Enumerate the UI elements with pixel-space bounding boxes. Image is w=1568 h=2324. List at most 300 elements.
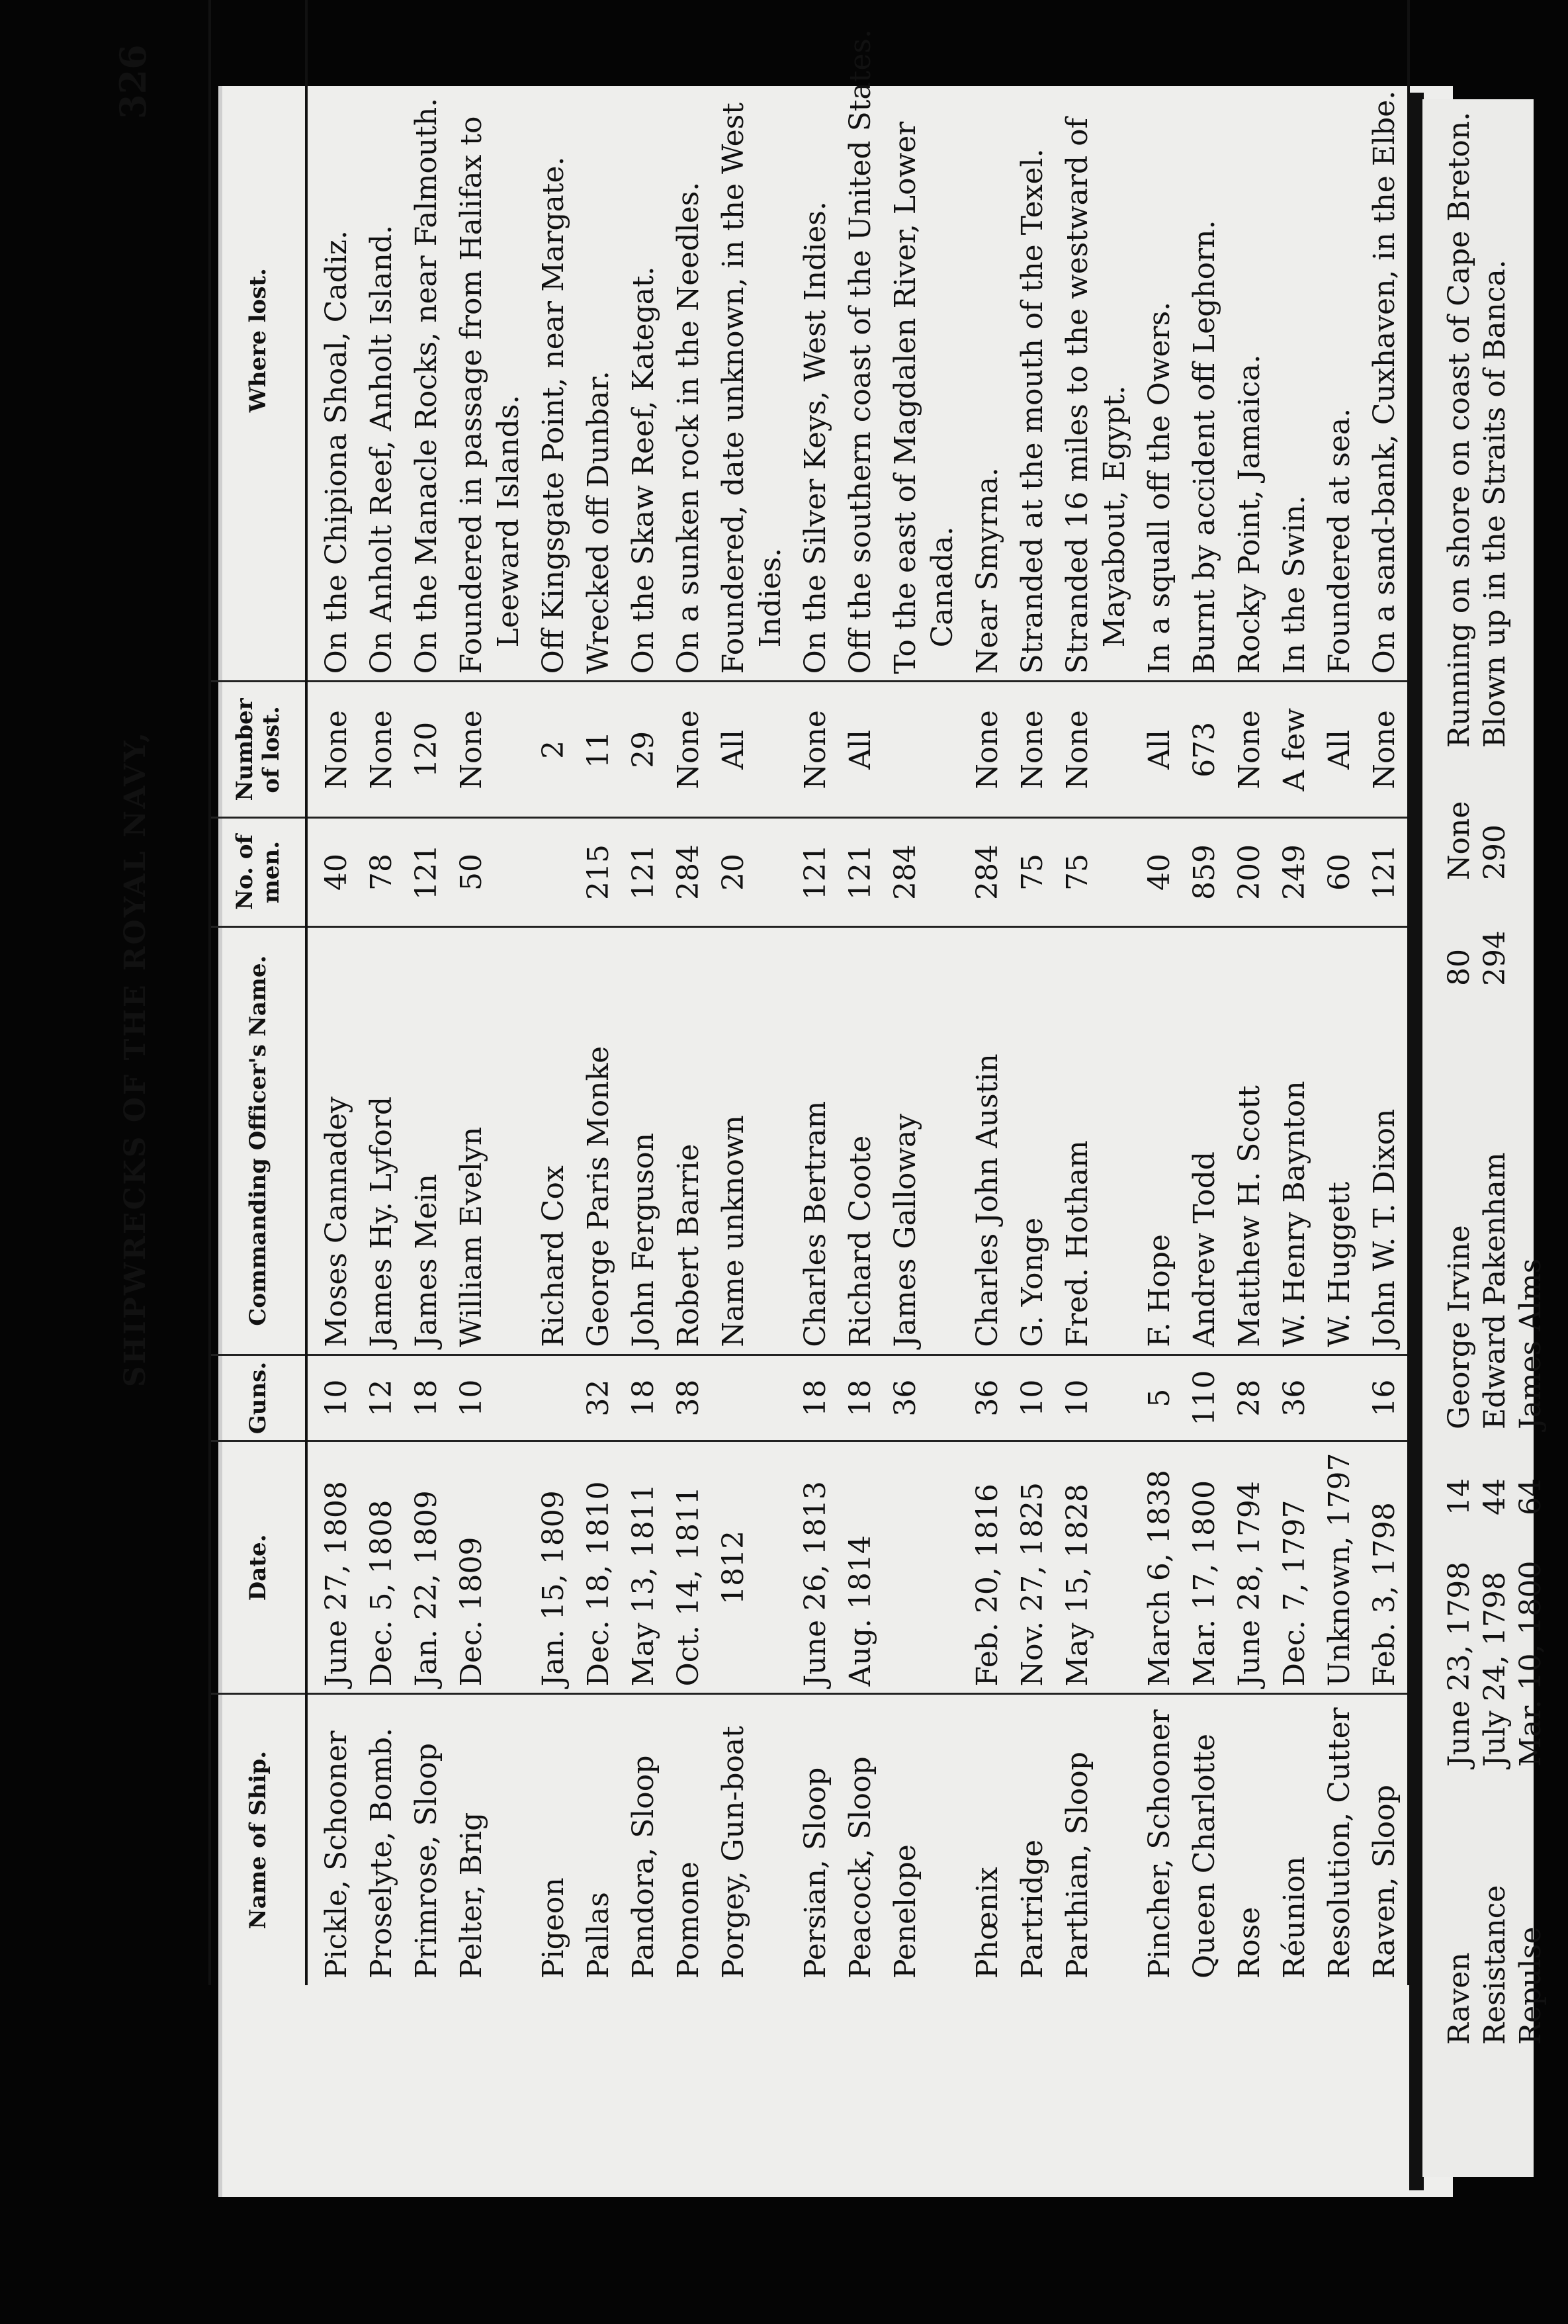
name-text: Pallas [582,1892,615,1979]
guns-text: 36 [1278,1379,1311,1417]
where-text: Foundered in passage from Halifax to [455,116,488,674]
name-text: Primrose, Sloop [410,1743,443,1979]
men-text: 40 [1143,854,1176,891]
cell-lost [404,682,449,818]
col-header-officer: Commanding Officer's Name. [210,926,306,1355]
cell-officer [1137,926,1182,1355]
cell-date [404,1441,449,1694]
date-text: Nov. 27, 1825 [1016,1482,1049,1687]
cell-men [1182,818,1227,926]
guns-text: 28 [1233,1379,1266,1417]
name-text: Raven, Sloop [1368,1785,1401,1979]
next-name-1: Raven [1442,1952,1476,2045]
cell-where [965,0,1010,682]
next-officer-1: George Irvine [1442,1225,1476,1429]
lost-text: 673 [1188,721,1221,778]
running-title: SHIPWRECKS OF THE ROYAL NAVY, [118,730,152,1388]
table-row [404,0,449,1985]
lost-text: None [1233,710,1266,789]
table-row [711,0,793,1985]
cell-name [404,1694,449,1985]
lost-text: None [799,710,832,789]
cell-where [1317,0,1362,682]
cell-guns [1137,1355,1182,1441]
cell-guns [1362,1355,1409,1441]
cell-officer [306,926,359,1355]
cell-name [793,1694,838,1985]
guns-text: 18 [410,1379,443,1417]
cell-name [621,1694,666,1985]
table-row [621,0,666,1985]
table-row [793,0,838,1985]
men-text: 121 [799,844,832,900]
cell-where [531,0,576,682]
name-text: Pickle, Schooner [320,1730,353,1979]
guns-text: 10 [455,1379,488,1417]
cell-officer [1227,926,1272,1355]
cell-date [1010,1441,1055,1694]
lost-text: None [455,710,488,789]
col-header-name: Name of Ship. [210,1694,306,1985]
table-row [1227,0,1272,1985]
date-text: Feb. 3, 1798 [1368,1502,1401,1687]
men-text: 121 [844,844,877,900]
cell-men [883,818,965,926]
where-text: On the Chipiona Shoal, Cadiz. [320,230,353,674]
col-header-men: No. of men. [210,818,306,926]
cell-men [621,818,666,926]
date-text: March 6, 1838 [1143,1470,1176,1687]
cell-men [404,818,449,926]
date-text: Jan. 15, 1809 [537,1490,570,1687]
cell-guns [1055,1355,1137,1441]
cell-date [621,1441,666,1694]
cell-men [838,818,883,926]
cell-date [1272,1441,1317,1694]
table-row [666,0,711,1985]
next-where-1: Running on shore on coast of Cape Breton. [1442,111,1476,748]
cell-where [1272,0,1317,682]
men-text: 75 [1061,854,1094,891]
where-continuation-text: Leeward Islands. [492,394,525,648]
men-text: 121 [1368,844,1401,900]
officer-text: Robert Barrie [672,1143,705,1347]
cell-where [359,0,404,682]
cell-date [1317,1441,1362,1694]
guns-text: 10 [1061,1379,1094,1417]
cell-name [1272,1694,1317,1985]
lost-text: All [717,729,750,770]
men-text: 215 [582,844,615,900]
next-lost-2: 290 [1478,825,1512,880]
cell-guns [1317,1355,1362,1441]
cell-men [306,818,359,926]
cell-lost [1182,682,1227,818]
lost-text: All [1143,729,1176,770]
officer-text: James Galloway [889,1113,922,1347]
cell-officer [621,926,666,1355]
cell-where [1227,0,1272,682]
men-text: 40 [320,854,353,891]
officer-text: John Ferguson [627,1132,660,1347]
officer-text: James Hy. Lyford [365,1096,398,1347]
where-text: On a sunken rock in the Needles. [672,181,705,674]
cell-guns [711,1355,793,1441]
cell-where [838,0,883,682]
cell-men [449,818,531,926]
cell-officer [965,926,1010,1355]
cell-guns [793,1355,838,1441]
officer-text: F. Hope [1143,1234,1176,1347]
table-row [838,0,883,1985]
cell-men [1272,818,1317,926]
cell-where [449,0,531,682]
officer-text: Matthew H. Scott [1233,1085,1266,1347]
lost-text: None [1016,710,1049,789]
lost-text: All [1323,729,1356,770]
date-text: Feb. 20, 1816 [971,1484,1004,1687]
men-text: 284 [889,844,922,900]
officer-text: Andrew Todd [1188,1151,1221,1347]
cell-guns [1182,1355,1227,1441]
cell-officer [1317,926,1362,1355]
where-text: Stranded 16 miles to the westward of [1061,118,1094,674]
guns-text: 32 [582,1379,615,1417]
date-text: June 26, 1813 [799,1481,832,1687]
cell-men [576,818,621,926]
cell-lost [793,682,838,818]
cell-lost [1317,682,1362,818]
next-name-3: Repulse [1514,1926,1547,2045]
cell-date [1055,1441,1137,1694]
cell-lost [449,682,531,818]
cell-officer [1182,926,1227,1355]
cell-where [1137,0,1182,682]
where-text: In the Swin. [1278,495,1311,674]
cell-guns [838,1355,883,1441]
cell-men [711,818,793,926]
guns-text: 18 [844,1379,877,1417]
table-row [1010,0,1055,1985]
cell-lost [1055,682,1137,818]
cell-lost [838,682,883,818]
where-continuation-text: Canada. [926,526,959,648]
cell-name [1055,1694,1137,1985]
cell-guns [404,1355,449,1441]
officer-text: W. Huggett [1323,1181,1356,1347]
where-text: On Anholt Reef, Anholt Island. [365,224,398,674]
lost-text: 120 [410,721,443,778]
where-text: On a sand-bank, Cuxhaven, in the Elbe. [1368,90,1401,674]
date-text: Dec. 7, 1797 [1278,1499,1311,1687]
cell-lost [621,682,666,818]
cell-where [666,0,711,682]
lost-text: A few [1278,708,1311,791]
officer-text: Charles Bertram [799,1100,832,1347]
cell-where [306,0,359,682]
officer-text: W. Henry Baynton [1278,1081,1311,1347]
name-text: Proselyte, Bomb. [365,1727,398,1979]
lost-text: None [365,710,398,789]
officer-text: Charles John Austin [971,1053,1004,1347]
cell-name [359,1694,404,1985]
col-header-lost: Number of lost. [210,682,306,818]
cell-date [531,1441,576,1694]
cell-name [666,1694,711,1985]
table-row [531,0,576,1985]
cell-lost [883,682,965,818]
date-text: June 28, 1794 [1233,1481,1266,1687]
col-header-guns: Guns. [210,1355,306,1441]
cell-lost [1227,682,1272,818]
guns-text: 18 [627,1379,660,1417]
date-text: Dec. 18, 1810 [582,1481,615,1687]
cell-where [404,0,449,682]
cell-guns [1010,1355,1055,1441]
name-text: Resolution, Cutter [1323,1707,1356,1979]
page-gutter [1409,93,1424,2190]
cell-men [666,818,711,926]
where-text: To the east of Magdalen River, Lower [889,121,922,674]
lost-text: None [1061,710,1094,789]
lost-text: None [971,710,1004,789]
where-text: In a squall off the Owers. [1143,301,1176,674]
cell-officer [1272,926,1317,1355]
name-text: Pigeon [537,1877,570,1979]
cell-guns [359,1355,404,1441]
cell-men [1362,818,1409,926]
next-where-2: Blown up in the Straits of Banca. [1478,259,1512,748]
cell-men [1055,818,1137,926]
cell-officer [1055,926,1137,1355]
officer-text: G. Yonge [1016,1217,1049,1347]
next-guns-1: 14 [1442,1478,1476,1515]
guns-text: 36 [971,1379,1004,1417]
next-lost-1: None [1442,801,1476,880]
cell-lost [1362,682,1409,818]
cell-officer [1010,926,1055,1355]
lost-text: 29 [627,731,660,768]
cell-men [531,818,576,926]
cell-name [1010,1694,1055,1985]
table-row [359,0,404,1985]
date-text: May 15, 1828 [1061,1484,1094,1687]
officer-text: James Mein [410,1174,443,1347]
men-text: 859 [1188,844,1221,900]
cell-where [576,0,621,682]
cell-name [1137,1694,1182,1985]
cell-men [1010,818,1055,926]
col-header-where: Where lost. [210,0,306,682]
men-text: 75 [1016,854,1049,891]
lost-text: 2 [537,740,570,759]
men-text: 78 [365,854,398,891]
men-text: 60 [1323,854,1356,891]
cell-name [883,1694,965,1985]
cell-date [1137,1441,1182,1694]
cell-date [576,1441,621,1694]
cell-date [838,1441,883,1694]
lost-text: 11 [582,731,615,768]
cell-lost [306,682,359,818]
guns-text: 5 [1143,1388,1176,1408]
cell-name [1227,1694,1272,1985]
name-text: Persian, Sloop [799,1767,832,1979]
cell-where [1055,0,1137,682]
name-text: Pomone [672,1861,705,1979]
officer-text: Fred. Hotham [1061,1140,1094,1347]
cell-men [359,818,404,926]
table-header-row [210,0,306,1985]
cell-lost [1137,682,1182,818]
cell-where [1010,0,1055,682]
cell-name [531,1694,576,1985]
cell-date [965,1441,1010,1694]
men-text: 200 [1233,844,1266,900]
officer-text: George Paris Monke [582,1046,615,1347]
name-text: Rose [1233,1906,1266,1979]
rotated-page-content [76,0,1401,1985]
name-text: Queen Charlotte [1188,1733,1221,1979]
cell-guns [883,1355,965,1441]
next-guns-2: 44 [1478,1478,1512,1515]
officer-text: John W. T. Dixon [1368,1108,1401,1347]
cell-lost [576,682,621,818]
guns-text: 36 [889,1379,922,1417]
next-row-1 [1442,1952,1476,2045]
cell-guns [449,1355,531,1441]
cell-date [711,1441,793,1694]
cell-where [1362,0,1409,682]
where-text: Off Kingsgate Point, near Margate. [537,156,570,674]
date-text: Unknown, 1797 [1323,1452,1356,1687]
name-text: Réunion [1278,1856,1311,1979]
next-guns-3: 64 [1514,1478,1547,1515]
table-body [306,0,1409,1985]
guns-text: 18 [799,1379,832,1417]
date-text: May 13, 1811 [627,1484,660,1687]
cell-officer [449,926,531,1355]
cell-date [883,1441,965,1694]
date-text: Dec. 5, 1808 [365,1499,398,1687]
table-row [1317,0,1362,1985]
table-row [1055,0,1137,1985]
cell-lost [666,682,711,818]
where-text: On the Silver Keys, West Indies. [799,201,832,674]
name-text: Pincher, Schooner [1143,1709,1176,1979]
cell-date [1362,1441,1409,1694]
where-text: Burnt by accident off Leghorn. [1188,220,1221,674]
guns-text: 110 [1188,1370,1221,1426]
lost-text: All [844,729,877,770]
table-row [1362,0,1409,1985]
cell-date [1182,1441,1227,1694]
cell-where [793,0,838,682]
where-text: On the Manacle Rocks, near Falmouth. [410,97,443,674]
cell-men [965,818,1010,926]
cell-lost [1272,682,1317,818]
cell-where [1182,0,1227,682]
next-officer-2: Edward Pakenham [1478,1152,1512,1429]
cell-name [1317,1694,1362,1985]
cell-date [449,1441,531,1694]
cell-officer [838,926,883,1355]
date-text: Mar. 17, 1800 [1188,1480,1221,1687]
cell-name [965,1694,1010,1985]
where-text: Foundered, date unknown, in the West [717,103,750,674]
name-text: Phœnix [971,1867,1004,1979]
cell-officer [793,926,838,1355]
cell-date [1227,1441,1272,1694]
cell-guns [306,1355,359,1441]
cell-men [1137,818,1182,926]
next-date-2: July 24, 1798 [1478,1572,1512,1767]
cell-guns [621,1355,666,1441]
cell-name [576,1694,621,1985]
guns-text: 10 [320,1379,353,1417]
cell-lost [711,682,793,818]
cell-guns [1272,1355,1317,1441]
name-text: Pandora, Sloop [627,1755,660,1979]
date-text: Jan. 22, 1809 [410,1490,443,1687]
men-text: 284 [971,844,1004,900]
where-text: On the Skaw Reef, Kategat. [627,266,660,674]
date-text: Dec. 1809 [455,1537,488,1687]
where-text: Foundered at sea. [1323,408,1356,674]
officer-text: Name unknown [717,1115,750,1347]
cell-officer [404,926,449,1355]
cell-guns [1227,1355,1272,1441]
date-text: June 27, 1808 [320,1481,353,1687]
next-date-3: Mar. 10, 1800 [1514,1560,1547,1767]
col-header-date: Date. [210,1441,306,1694]
name-text: Pelter, Brig [455,1812,488,1979]
table-row [1272,0,1317,1985]
cell-officer [711,926,793,1355]
next-page-rows [1436,99,1568,2084]
cell-officer [531,926,576,1355]
cell-date [306,1441,359,1694]
next-name-2: Resistance [1478,1885,1512,2045]
cell-where [621,0,666,682]
guns-text: 38 [672,1379,705,1417]
name-text: Peacock, Sloop [844,1756,877,1979]
cell-officer [1362,926,1409,1355]
next-men-2: 294 [1478,930,1512,986]
lost-text: None [320,710,353,789]
table-row [576,0,621,1985]
cell-lost [965,682,1010,818]
cell-lost [531,682,576,818]
cell-officer [883,926,965,1355]
where-text: Off the southern coast of the United States. [844,29,877,674]
next-men-1: 80 [1442,949,1476,986]
guns-text: 12 [365,1379,398,1417]
where-text: Rocky Point, Jamaica. [1233,354,1266,674]
cell-date [359,1441,404,1694]
where-continuation-text: Indies. [754,547,787,648]
date-text: Aug. 1814 [844,1535,877,1687]
next-page-edge [1422,99,1547,2177]
cell-men [793,818,838,926]
next-officer-3: James Alms [1514,1258,1547,1429]
cell-name [1362,1694,1409,1985]
guns-text: 16 [1368,1379,1401,1417]
cell-men [1317,818,1362,926]
cell-officer [666,926,711,1355]
cell-officer [576,926,621,1355]
date-text: 1812 [717,1530,750,1605]
